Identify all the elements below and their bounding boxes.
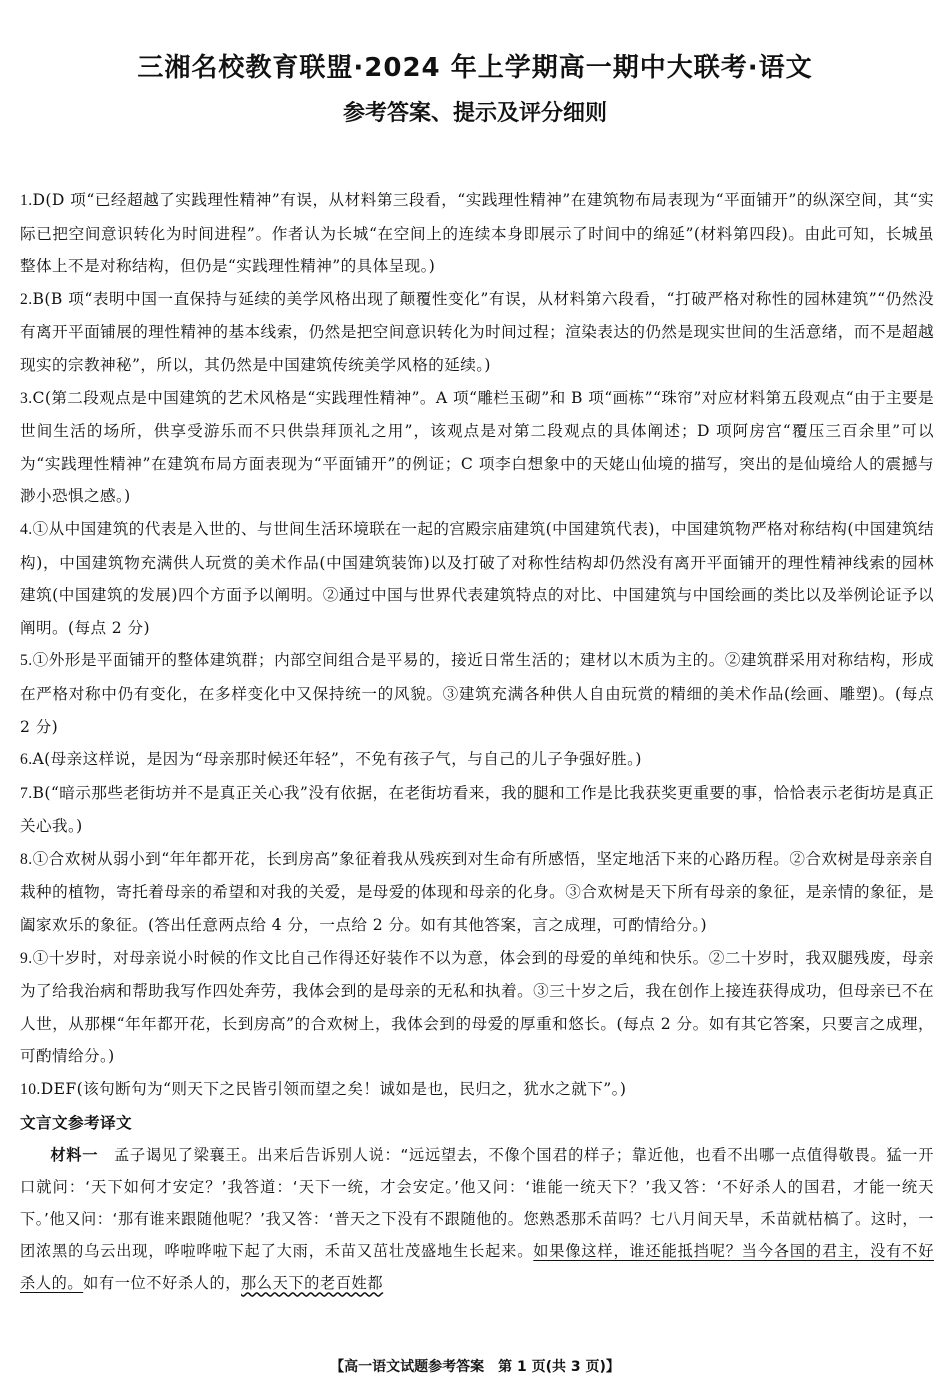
translation-paragraph	[20, 1139, 934, 1299]
answer-item-2	[20, 283, 934, 382]
translation-heading: 文言文参考译文	[20, 1113, 132, 1132]
answer-item-9	[20, 942, 934, 1073]
answer-text: C(第二段观点是中国建筑的艺术风格是“实践理性精神”。A 项“雕栏玉砌”和 B 项“画栋”“珠帘”对应材料第五段观点“由于主要是世间生活的场所，供享受游乐而不只供祟拜顶礼之用”，该观点是对第二段观点的具体阐述；D 项阿房宫“覆压三百余里”可以为“实践理性精神”在建筑布局方面表现为“平面铺开”的例证；C 项李白想象中的天姥山仙境的描写，突出的是仙境给人的震撼与渺小恐惧之感。)	[20, 388, 934, 506]
answer-item-3	[20, 382, 934, 513]
page-title: 三湘名校教育联盟·2024 年上学期高一期中大联考·语文	[137, 53, 813, 83]
answer-number: 6.	[20, 751, 33, 769]
answer-number: 4.	[20, 520, 33, 538]
material-label: 材料一	[50, 1145, 99, 1164]
answer-item-6	[20, 743, 934, 777]
translation-text-continued: 如有一位不好杀人的，	[83, 1273, 242, 1292]
answer-item-1	[20, 184, 934, 283]
answer-text: D(D 项“已经超越了实践理性精神”有误，从材料第三段看，“实践理性精神”在建筑物布局表现为“平面铺开”的纵深空间，其“实际已把空间意识转化为时间进程”。作者认为长城“在空间上的连续本身即展示了时间中的绵延”(材料第四段)。由此可知，长城虽整体上不是对称结构，但仍是“实践理性精神”的具体呈现。)	[20, 191, 934, 276]
answer-number: 2.	[20, 290, 33, 308]
answer-number: 7.	[20, 784, 33, 802]
answer-text: ①十岁时，对母亲说小时候的作文比自己作得还好装作不以为意，体会到的母爱的单纯和快乐。②二十岁时，我双腿残废，母亲为了给我治病和帮助我写作四处奔劳，我体会到的是母亲的无私和执着。③三十岁之后，我在创作上接连获得成功，但母亲已不在人世，从那棵“年年都开花，长到房高”的合欢树上，我体会到的母爱的厚重和悠长。(每点 2 分。如有其它答案，只要言之成理，可酌情给分。)	[20, 948, 934, 1066]
underlined-sentence: 如果像这样，谁还能抵挡呢？当今各国的君主，没有不好杀人的。	[20, 1241, 934, 1292]
answer-text: ①合欢树从弱小到“年年都开花，长到房高”象征着我从残疾到对生命有所感悟，坚定地活下来的心路历程。②合欢树是母亲亲自栽种的植物，寄托着母亲的希望和对我的关爱，是母爱的体现和母亲的化身。③合欢树是天下所有母亲的象征，是亲情的象征，是阖家欢乐的象征。(答出任意两点给 4 分，一点给 2 分。如有其他答案，言之成理，可酌情给分。)	[20, 849, 934, 935]
page-subtitle: 参考答案、提示及评分细则	[342, 101, 607, 126]
answer-text: B(“暗示那些老街坊并不是真正关心我”没有依据，在老街坊看来，我的腿和工作是比我获奖更重要的事，恰恰表示老街坊是真正关心我。)	[20, 783, 934, 836]
answer-number: 3.	[20, 389, 33, 407]
answer-text: ①外形是平面铺开的整体建筑群；内部空间组合是平易的，接近日常生活的；建材以木质为主的。②建筑群采用对称结构，形成在严格对称中仍有变化，在多样变化中又保持统一的风貌。③建筑充满各种供人自由玩赏的精细的美术作品(绘画、雕塑)。(每点 2 分)	[20, 651, 934, 736]
answer-text: A(母亲这样说，是因为“母亲那时候还年轻”，不免有孩子气，与自己的儿子争强好胜。)	[32, 750, 642, 769]
answer-item-4	[20, 513, 934, 644]
answer-text: DEF(该句断句为“则天下之民皆引领而望之矣！诚如是也，民归之，犹水之就下”。)	[40, 1080, 627, 1099]
answer-number: 1.	[20, 192, 33, 209]
page-footer: 【高一语文试题参考答案 第 1 页(共 3 页)】	[330, 1359, 620, 1375]
answer-number: 10.	[20, 1081, 41, 1099]
answer-text: ①从中国建筑的代表是入世的、与世间生活环境联在一起的宫殿宗庙建筑(中国建筑代表)，中国建筑物严格对称结构(中国建筑结构)，中国建筑物充满供人玩赏的美术作品(中国建筑装饰)以及打破了对称性结构却仍然没有离开平面铺开的理性精神线索的园林建筑(中国建筑的发展)四个方面予以阐明。②通过中国与世界代表建筑特点的对比、中国建筑与中国绘画的类比以及举例论证予以阐明。(每点 2 分)	[20, 519, 934, 637]
answer-item-8	[20, 843, 934, 942]
wavy-underlined-sentence: 那么天下的老百姓都	[241, 1273, 384, 1292]
translation-text: 孟子谒见了梁襄王。出来后告诉别人说：“远远望去，不像个国君的样子；靠近他，也看不出哪一点值得敬畏。猛一开口就问：‘天下如何才安定？’我答道：‘天下一统，才会安定。’他又问：‘谁能一统天下？’我又答：‘不好杀人的国君，才能一统天下。’他又问：‘那有谁来跟随他呢？’我又答：‘普天之下没有不跟随他的。您熟悉那禾苗吗？七八月间天旱，禾苗就枯槁了。这时，一团浓黑的乌云出现，哗啦哗啦下起了大雨，禾苗又茁壮茂盛地生长起来。	[20, 1145, 934, 1260]
answer-list	[20, 184, 934, 1299]
answer-number: 5.	[20, 652, 33, 670]
answer-item-7	[20, 777, 934, 843]
answer-item-10	[20, 1073, 934, 1107]
answer-number: 9.	[20, 949, 33, 967]
answer-number: 8.	[20, 850, 33, 868]
answer-text: B(B 项“表明中国一直保持与延续的美学风格出现了颠覆性变化”有误，从材料第六段看，“打破严格对称性的园林建筑”“仍然没有离开平面铺展的理性精神的基本线索，仍然是把空间意识转化为时间过程；渲染表达的仍然是现实世间的生活意绪，而不是超越现实的宗教神秘”，所以，其仍然是中国建筑传统美学风格的延续。)	[20, 289, 934, 374]
answer-item-5	[20, 644, 934, 743]
